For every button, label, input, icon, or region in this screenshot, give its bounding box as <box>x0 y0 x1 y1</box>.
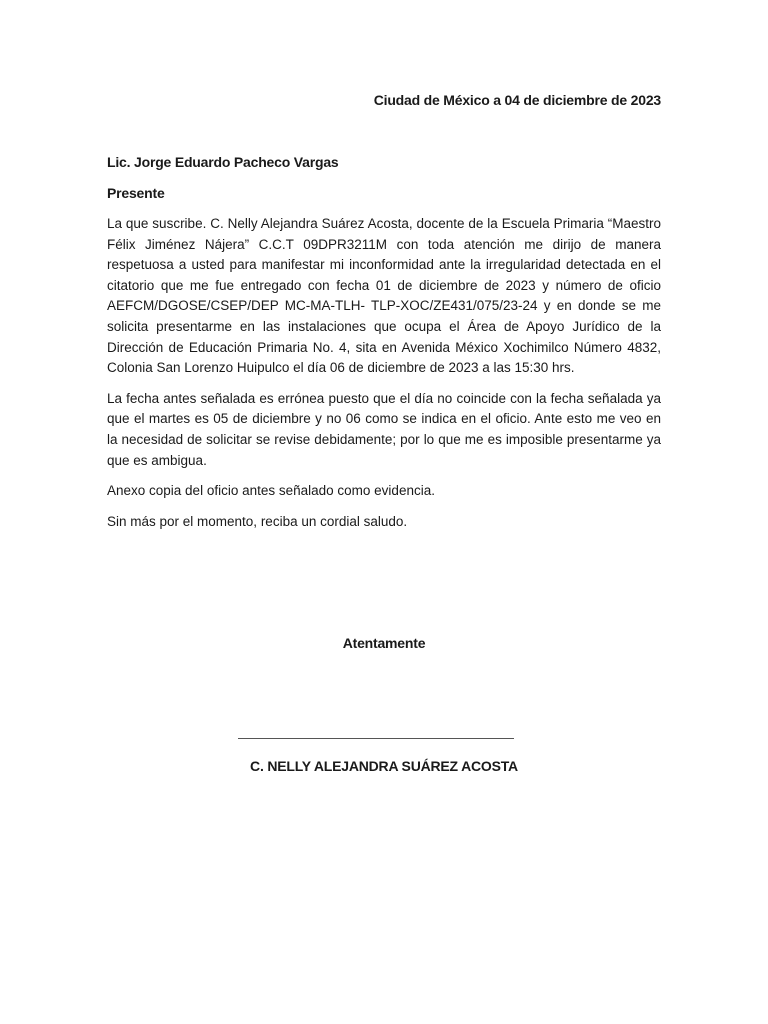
closing: Atentamente <box>342 635 426 651</box>
date-line: Ciudad de México a 04 de diciembre de 2023 <box>373 92 661 108</box>
signature-line <box>238 738 514 739</box>
signer-name: C. NELLY ALEJANDRA SUÁREZ ACOSTA <box>250 758 518 774</box>
recipient-name: Lic. Jorge Eduardo Pacheco Vargas <box>107 154 339 170</box>
greeting: Presente <box>107 185 165 201</box>
body-paragraph-2: La fecha antes señalada es errónea puesto que el día no coincide con la fecha señalada ya que el martes es 05 de diciembre y no 06 como se indica en el oficio. Ante esto me veo en la necesidad de solicitar se revise debidamente; por lo que me es imposible presentarme ya que es ambigua. <box>107 390 661 468</box>
letter-body <box>107 214 661 542</box>
body-paragraph-1: La que suscribe. C. Nelly Alejandra Suárez Acosta, docente de la Escuela Primaria “Maestro Félix Jiménez Nájera” C.C.T 09DPR3211M con toda atención me dirijo de manera respetuosa a usted para manifestar mi inconformidad ante la irregularidad detectada en el citatorio que me fue entregado con fecha 01 de diciembre de 2023 y número de oficio AEFCM/DGOSE/CSEP/DEP MC-MA-TLH- TLP-XOC/ZE431/075/23-24 y en donde se me solicita presentarme en las instalaciones que ocupa el Área de Apoyo Jurídico de la Dirección de Educación Primaria No. 4, sita en Avenida México Xochimilco Número 4832, Colonia San Lorenzo Huipulco el día 06 de diciembre de 2023 a las 15:30 hrs. <box>107 216 661 376</box>
body-paragraph-3: Anexo copia del oficio antes señalado como evidencia. <box>107 483 435 499</box>
body-paragraph-4: Sin más por el momento, reciba un cordial saludo. <box>107 513 408 529</box>
